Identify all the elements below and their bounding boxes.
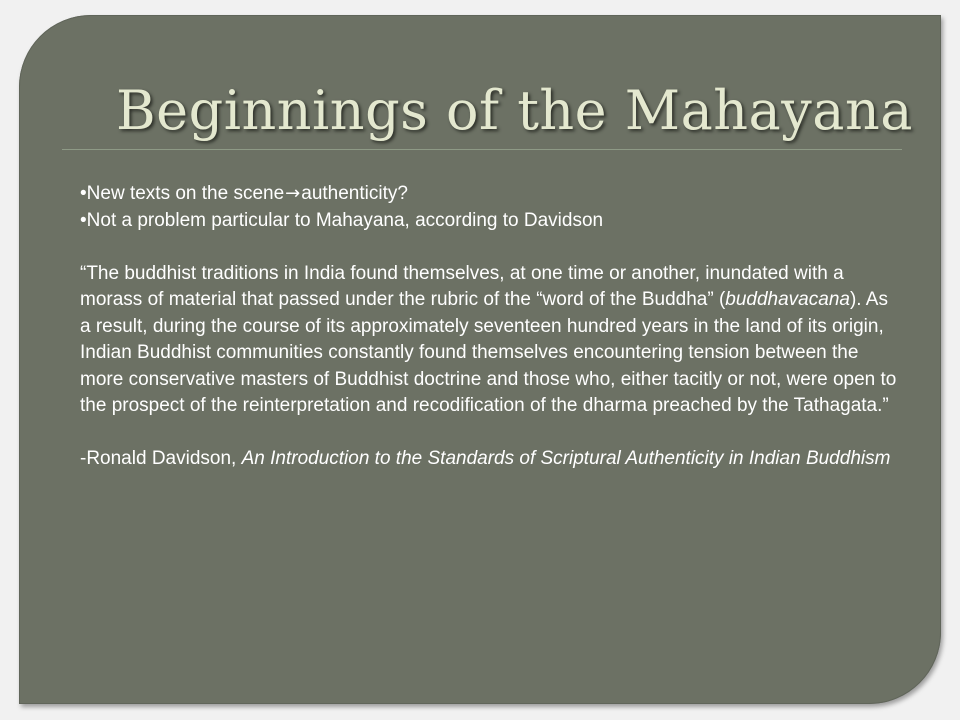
citation-author: -Ronald Davidson,	[80, 448, 242, 469]
quote-part-2: ). As a result, during the course of its approximately seventeen hundred years in the land of its origin, Indian Buddhist communities constantly found themselves encountering tension between the more conservative masters of Buddhist doctrine and those who, either tacitly or not, were open to the prospect of the reinterpretation and recodification of the dharma preached by the Tathagata.”	[80, 289, 897, 416]
bullet-text: Not a problem particular to Mahayana, according to Davidson	[86, 209, 604, 231]
bullet-item	[80, 208, 900, 235]
arrow-right-icon: →	[285, 183, 301, 204]
citation	[80, 446, 900, 473]
spacer	[80, 420, 900, 447]
citation-work-title: An Introduction to the Standards of Scriptural Authenticity in Indian Buddhism	[241, 448, 891, 469]
bullet-marker: •	[80, 209, 87, 231]
bullet-marker: •	[80, 183, 87, 204]
bullet-text: New texts on the scene	[86, 183, 285, 204]
slide-title: Beginnings of the Mahayana	[116, 79, 913, 142]
bullet-text-continued: authenticity?	[301, 183, 408, 204]
quotation	[80, 261, 900, 420]
slide-body	[80, 181, 900, 473]
quote-italic-term: buddhavacana	[725, 289, 850, 310]
spacer	[80, 234, 900, 261]
bullet-item	[80, 181, 900, 208]
quote-part-1: “The buddhist traditions in India found themselves, at one time or another, inundated with a morass of material that passed under the rubric of the “word of the Buddha” (	[80, 262, 844, 310]
title-divider	[62, 149, 902, 150]
